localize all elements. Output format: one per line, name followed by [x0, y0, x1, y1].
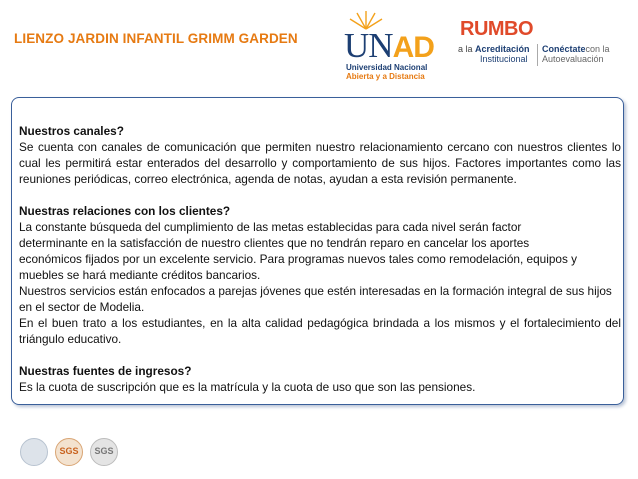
section-heading-canales: Nuestros canales?	[19, 124, 124, 138]
unad-logo	[340, 8, 450, 80]
unad-wordmark: UNAD	[344, 26, 434, 65]
section-para-trato: En el buen trato a los estudiantes, en la alta calidad pedagógica brindada a los mismos y el fortalecimiento del triángulo educativo.	[19, 316, 621, 346]
text-line: muebles se hará mediante créditos bancarios.	[19, 268, 261, 282]
slide-title: LIENZO JARDIN INFANTIL GRIMM GARDEN	[14, 31, 298, 46]
sgs-seal-icon-2: SGS	[90, 438, 118, 466]
text-line: económicos fijados por un excelente servicio. Para programas nuevos tales como remodelación, equipos y	[19, 252, 578, 266]
rumbo-logo	[458, 18, 633, 78]
section-body-canales: Se cuenta con canales de comunicación que permiten nuestro relacionamiento cercano con nuestros clientes lo cual les permitirá estar enterados del desarrollo y comportamiento de sus hijos. Factores importantes como las reuniones periódicas, correo electrónica, agenda de notas, ayudan a esta revisión permanente.	[19, 140, 621, 186]
section-heading-ingresos: Nuestras fuentes de ingresos?	[19, 364, 192, 378]
text-line: determinante en la satisfacción de nuestro clientes que no tendrán reparo en cancelar los aportes	[19, 236, 530, 250]
section-para-servicios: Nuestros servicios están enfocados a parejas jóvenes que estén interesadas en la formación integral de sus hijos en el sector de Modelia.	[19, 284, 612, 314]
section-heading-relaciones: Nuestras relaciones con los clientes?	[19, 204, 231, 218]
logo-divider	[537, 44, 538, 66]
footer-icons	[20, 438, 120, 470]
content-text	[19, 123, 621, 395]
text-line: La constante búsqueda del cumplimiento de las metas establecidas para cada nivel serán factor	[19, 220, 522, 234]
unad-subtitle: Universidad Nacional Abierta y a Distancia	[346, 63, 428, 81]
section-body-ingresos: Es la cuota de suscripción que es la matrícula y la cuota de uso que son las pensiones.	[19, 380, 476, 394]
sgs-seal-icon: SGS	[55, 438, 83, 466]
quality-seal-icon	[20, 438, 48, 466]
spacer	[19, 347, 621, 363]
spacer	[19, 187, 621, 203]
rumbo-wordmark: RUMBO	[460, 18, 534, 40]
rumbo-tagline: Conéctatecon la Autoevaluación	[542, 44, 610, 64]
rumbo-subtitle: a la Acreditación Institucional	[458, 44, 530, 64]
